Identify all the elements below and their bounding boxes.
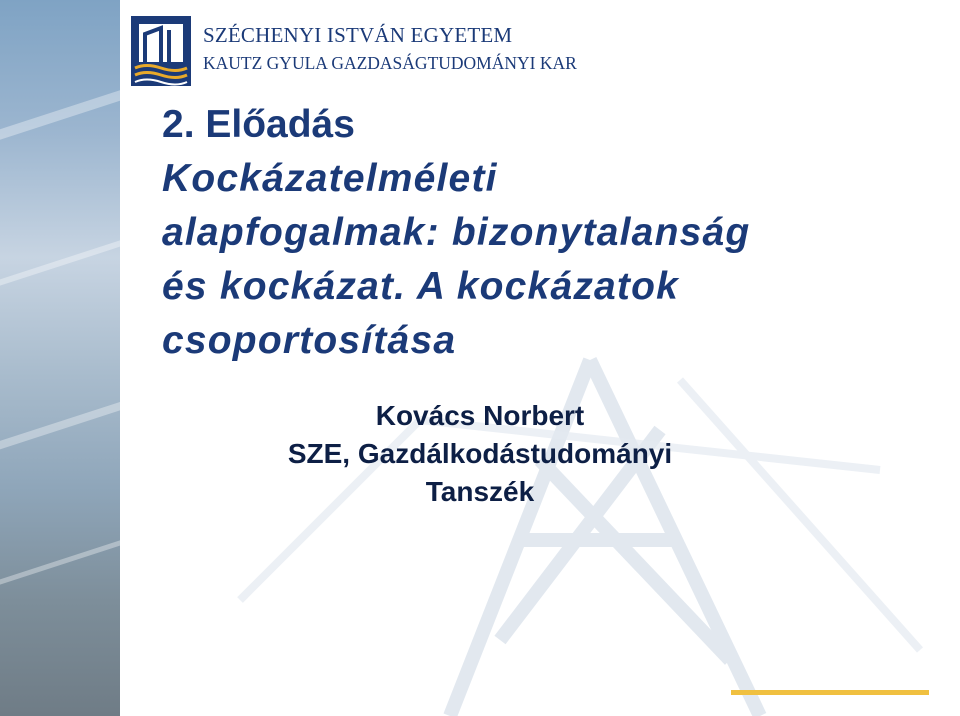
department-line-1: SZE, Gazdálkodástudományi — [287, 438, 673, 469]
title-line-3: alapfogalmak: bizonytalanság — [162, 211, 751, 254]
title-line-lecture: 2. Előadás — [162, 103, 355, 146]
title-line-4: és kockázat. A kockázatok — [162, 265, 680, 308]
faculty-name: KAUTZ GYULA GAZDASÁGTUDOMÁNYI KAR — [203, 53, 577, 73]
university-logo-icon — [131, 16, 191, 86]
title-line-2: Kockázatelméleti — [162, 157, 498, 200]
accent-bar — [731, 690, 929, 695]
slide-title — [162, 98, 942, 368]
author-name: Kovács Norbert — [375, 400, 585, 431]
author-block — [180, 397, 780, 511]
title-line-5: csoportosítása — [162, 319, 457, 362]
department-line-2: Tanszék — [425, 476, 535, 507]
university-name: SZÉCHENYI ISTVÁN EGYETEM — [203, 23, 513, 47]
side-photo-strip — [0, 0, 120, 716]
